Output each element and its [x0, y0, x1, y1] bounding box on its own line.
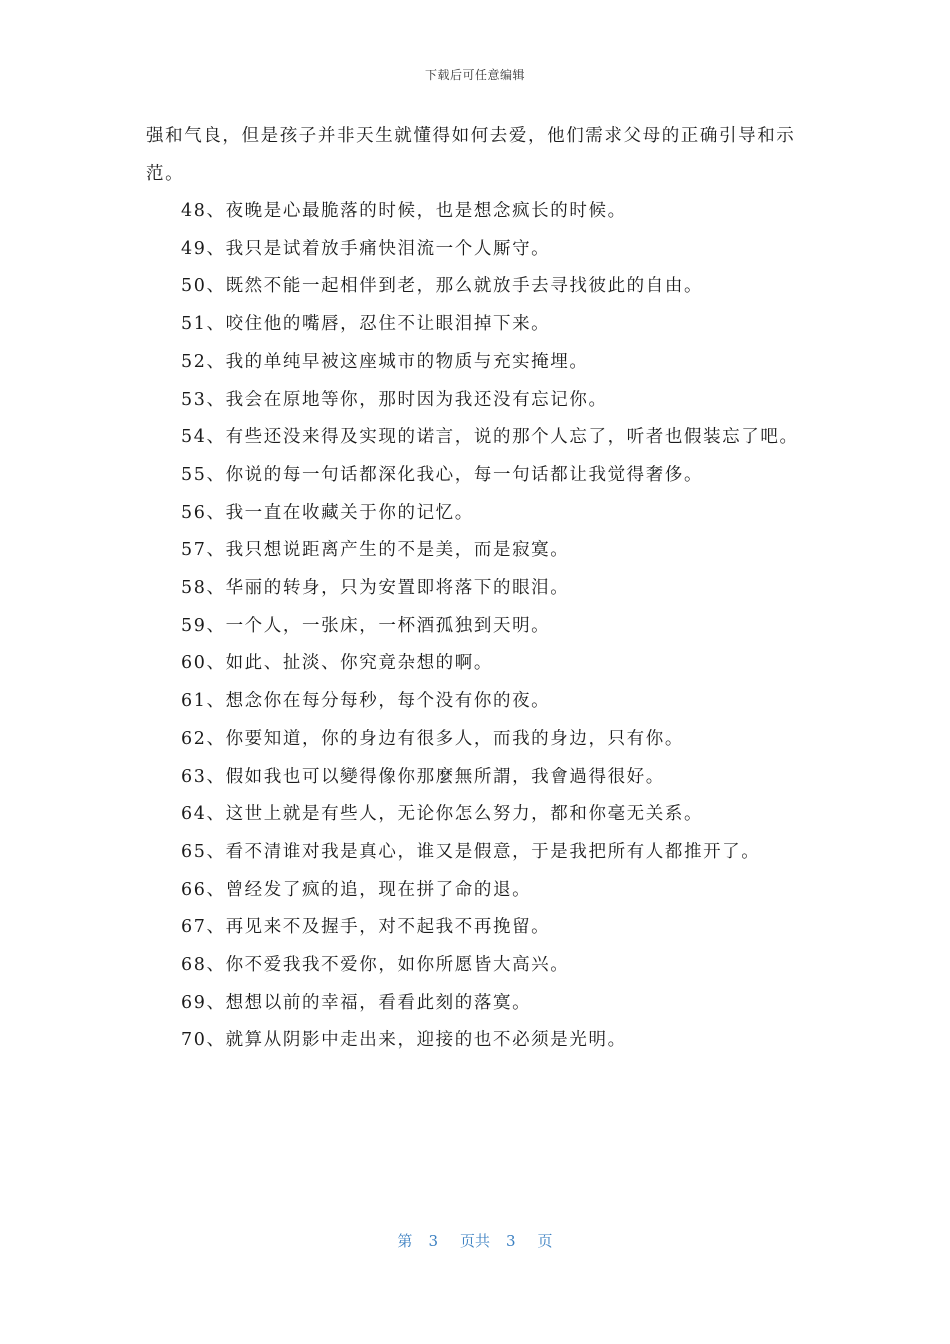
footer-total-pages: 3: [506, 1232, 516, 1250]
list-item: 64、这世上就是有些人，无论你怎么努力，都和你毫无关系。: [181, 804, 704, 825]
list-item: 58、华丽的转身，只为安置即将落下的眼泪。: [181, 578, 570, 599]
list-item: 70、就算从阴影中走出来，迎接的也不必须是光明。: [181, 1030, 627, 1051]
list-item: 65、看不清谁对我是真心，谁又是假意，于是我把所有人都推开了。: [181, 841, 761, 862]
list-item: 56、我一直在收藏关于你的记忆。: [181, 502, 474, 523]
list-item: 51、咬住他的嘴唇，忍住不让眼泪掉下来。: [181, 314, 551, 335]
paragraph-continuation: 强和气良，但是孩子并非天生就懂得如何去爱，他们需求父母的正确引导和示范。: [146, 126, 796, 184]
list-item: 60、如此、扯淡、你究竟杂想的啊。: [181, 653, 493, 674]
list-item: 48、夜晚是心最脆落的时候，也是想念疯长的时候。: [181, 201, 627, 221]
page-footer: [0, 1230, 950, 1251]
list-item: 50、既然不能一起相伴到老，那么就放手去寻找彼此的自由。: [181, 276, 704, 297]
list-item: 67、再见来不及握手，对不起我不再挽留。: [181, 917, 551, 938]
list-item: 49、我只是试着放手痛快泪流一个人厮守。: [181, 238, 551, 259]
list-item: 66、曾经发了疯的追，现在拼了命的退。: [181, 879, 532, 900]
list-item: 53、我会在原地等你，那时因为我还没有忘记你。: [181, 389, 608, 410]
list-item: 52、我的单纯早被这座城市的物质与充实掩埋。: [181, 351, 589, 372]
footer-middle: 页共: [459, 1232, 490, 1250]
document-body: [146, 118, 806, 1060]
list-item: 62、你要知道，你的身边有很多人，而我的身边，只有你。: [181, 728, 684, 749]
footer-current-page: 3: [428, 1232, 438, 1250]
list-item: 57、我只想说距离产生的不是美，而是寂寞。: [181, 540, 570, 561]
list-item: 61、想念你在每分每秒，每个没有你的夜。: [181, 691, 551, 712]
list-item: 63、假如我也可以變得像你那麼無所謂，我會過得很好。: [181, 766, 665, 787]
list-item: 55、你说的每一句话都深化我心，每一句话都让我觉得奢侈。: [181, 464, 704, 485]
page-header: 下载后可任意编辑: [424, 68, 525, 82]
list-item: 59、一个人，一张床，一杯酒孤独到天明。: [181, 615, 551, 636]
footer-prefix: 第: [397, 1232, 413, 1250]
footer-suffix: 页: [537, 1232, 553, 1250]
list-item: 69、想想以前的幸福，看看此刻的落寞。: [181, 992, 532, 1013]
list-item: 68、你不爱我我不爱你，如你所愿皆大高兴。: [181, 955, 570, 976]
list-item: 54、有些还没来得及实现的诺言，说的那个人忘了，听者也假装忘了吧。: [181, 427, 799, 448]
